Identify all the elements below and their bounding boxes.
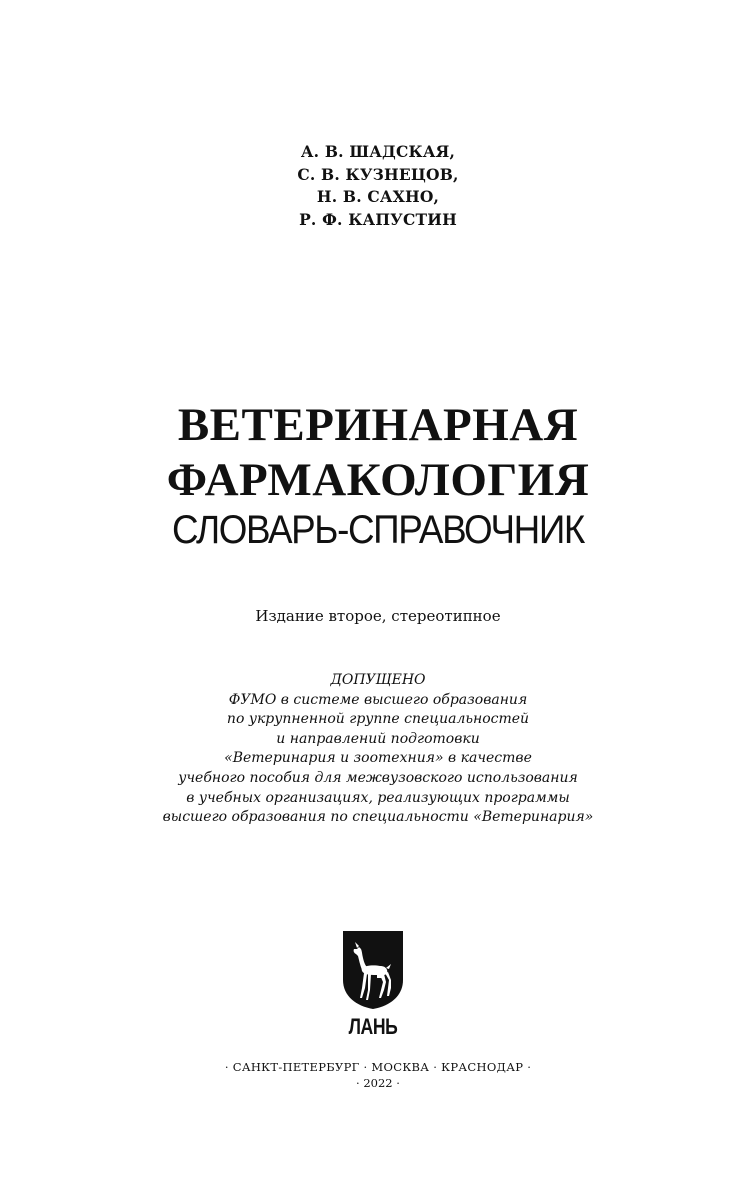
edition-note: Издание второе, стереотипное [255, 607, 501, 625]
approval-notice [0, 671, 756, 828]
author-list [0, 141, 756, 231]
publisher-name: ЛАНЬ [348, 1014, 398, 1039]
approval-line: по укрупненной группе специальностей [226, 711, 530, 728]
book-title-line: ФАРМАКОЛОГИЯ [166, 454, 590, 506]
author-name: Р. Ф. КАПУСТИН [299, 209, 457, 229]
book-title [0, 398, 756, 508]
approval-line: высшего образования по специальности «Ветеринария» [162, 809, 594, 826]
author-name: Н. В. САХНО, [316, 187, 440, 206]
author-name: А. В. ШАДСКАЯ, [300, 142, 456, 161]
approval-heading: ДОПУЩЕНО [330, 672, 426, 688]
approval-line: учебного пособия для межвузовского использования [178, 769, 578, 786]
book-subtitle: СЛОВАРЬ-СПРАВОЧНИК [172, 508, 584, 552]
deer-shield-icon [342, 930, 404, 1010]
publisher-cities: · САНКТ-ПЕТЕРБУРГ · МОСКВА · КРАСНОДАР · [224, 1060, 532, 1074]
approval-line: ФУМО в системе высшего образования [228, 691, 528, 708]
book-title-line: ВЕТЕРИНАРНАЯ [177, 399, 579, 451]
approval-line: в учебных организациях, реализующих программы [186, 789, 570, 806]
publication-year: · 2022 · [356, 1076, 400, 1090]
approval-line: «Ветеринария и зоотехния» в качестве [224, 750, 532, 767]
author-name: С. В. КУЗНЕЦОВ, [297, 164, 459, 184]
approval-line: и направлений подготовки [276, 730, 480, 747]
